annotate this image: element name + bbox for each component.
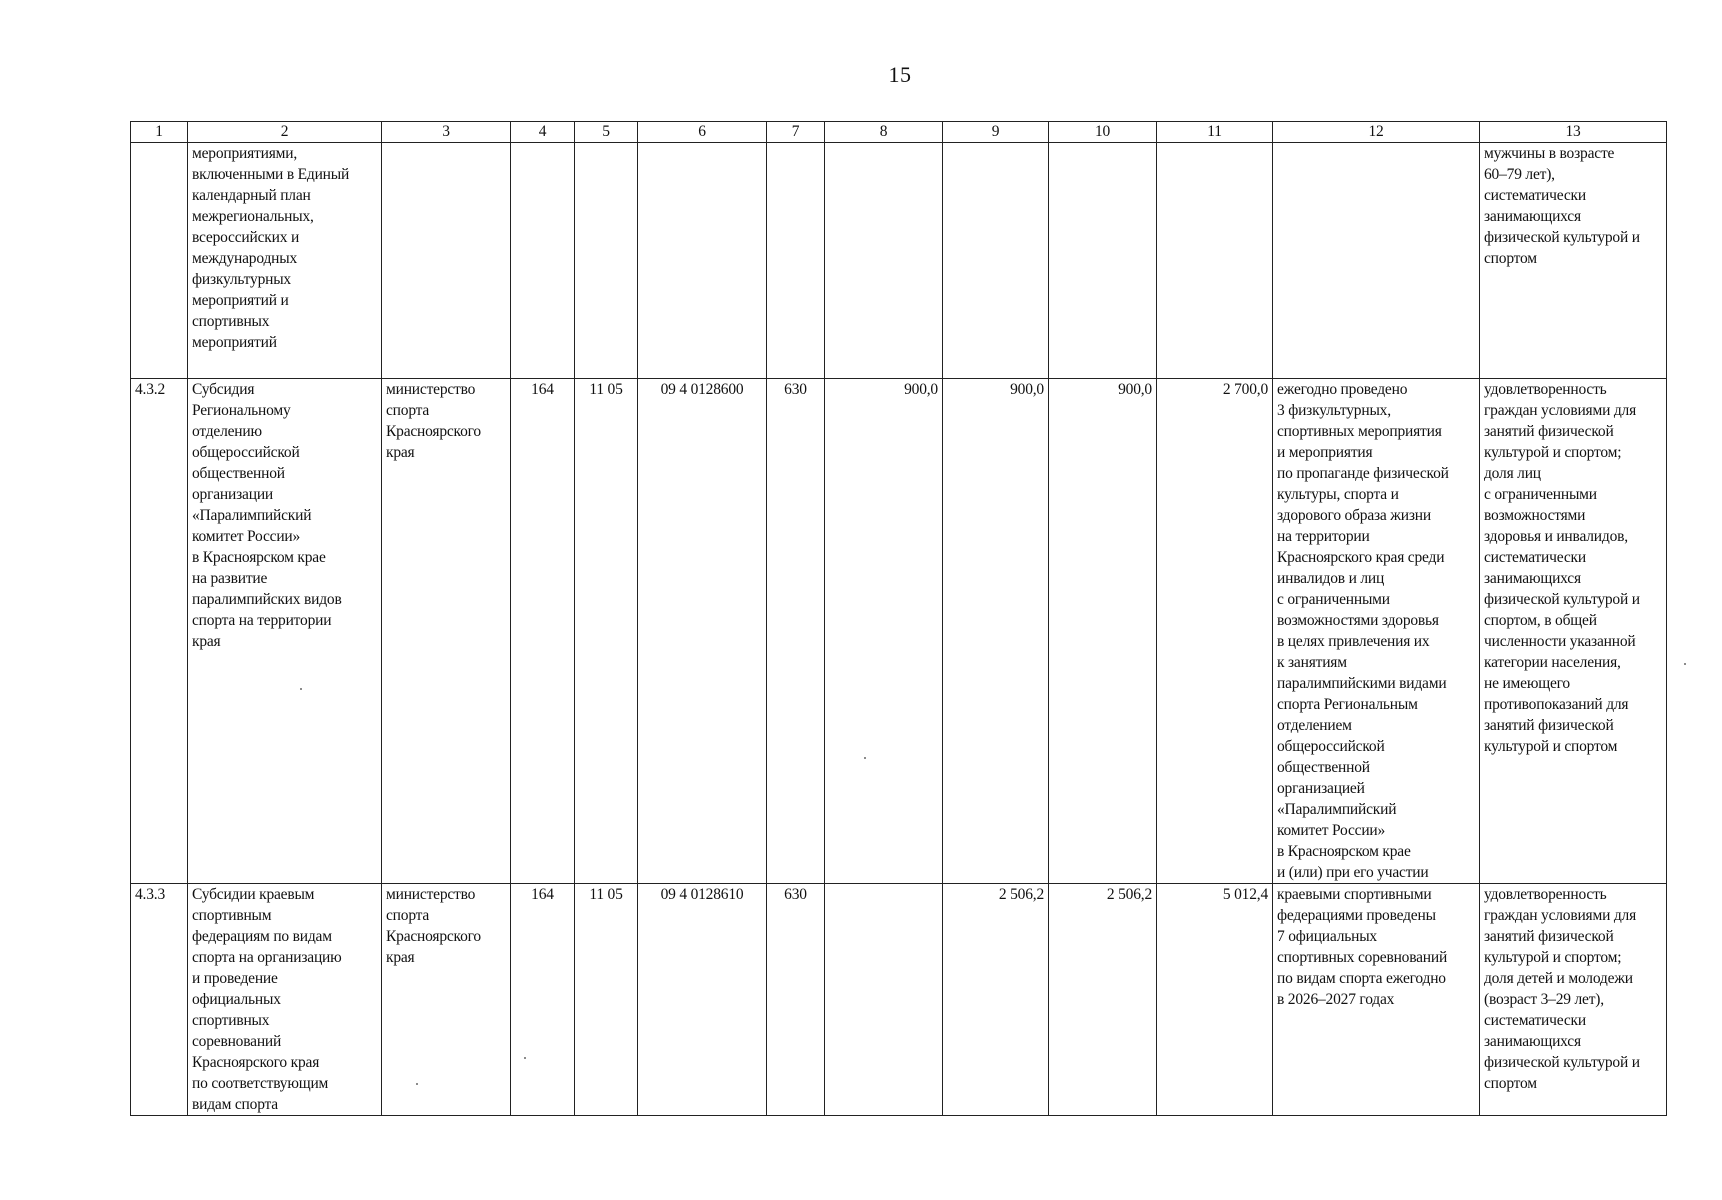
amount-col-10 [1049,143,1157,379]
indicator: мужчины в возрасте 60–79 лет), систематически занимающихся физической культурой и спортом [1480,143,1667,379]
amount-total [1157,143,1273,379]
amount-col-8 [825,143,943,379]
amount-total: 5 012,4 [1157,884,1273,1116]
expected-result: ежегодно проведено 3 физкультурных, спортивных мероприятия и мероприятия по пропаганде физической культуры, спорта и здорового образа жизни на территории Красноярского края среди инвалидов и лиц с ограниченными возможностями здоровья в целях привлечения их к занятиям паралимпийскими видами спорта Региональным отделением общероссийской общественной организацией «Паралимпийский комитет России» в Красноярском крае и (или) при его участии [1273,379,1480,884]
program-table [130,121,1667,1116]
expected-result: краевыми спортивными федерациями проведены 7 официальных спортивных соревнований по видам спорта ежегодно в 2026–2027 годах [1273,884,1480,1116]
amount-col-9: 2 506,2 [943,884,1049,1116]
column-header: 2 [188,122,382,143]
column-header: 6 [638,122,767,143]
column-number-row [131,122,1667,143]
section-code: 11 05 [575,884,638,1116]
indicator: удовлетворенность граждан условиями для занятий физической культурой и спортом; доля лиц с ограниченными возможностями здоровья и инвалидов, систематически занимающихся физической культурой и спортом, в общей численности указанной категории населения, не имеющего противопоказаний для занятий физической культурой и спортом [1480,379,1667,884]
section-code [575,143,638,379]
section-code: 11 05 [575,379,638,884]
scan-speck [1684,663,1686,665]
expected-result [1273,143,1480,379]
scan-speck [416,1083,418,1085]
item-name: Субсидии краевым спортивным федерациям по видам спорта на организацию и проведение официальных спортивных соревнований Красноярского края по соответствующим видам спорта [188,884,382,1116]
table-row [131,143,1667,379]
table-row [131,379,1667,884]
scan-speck [864,757,866,759]
column-header: 11 [1157,122,1273,143]
grbs-code: 164 [511,884,575,1116]
column-header: 12 [1273,122,1480,143]
column-header: 4 [511,122,575,143]
column-header: 7 [767,122,825,143]
column-header: 10 [1049,122,1157,143]
column-header: 3 [382,122,511,143]
page-number: 15 [888,62,912,87]
item-number [131,143,188,379]
column-header: 1 [131,122,188,143]
item-number: 4.3.3 [131,884,188,1116]
amount-col-8 [825,884,943,1116]
target-article-code: 09 4 0128610 [638,884,767,1116]
executor: министерство спорта Красноярского края [382,379,511,884]
expense-type-code [767,143,825,379]
grbs-code [511,143,575,379]
indicator: удовлетворенность граждан условиями для занятий физической культурой и спортом; доля детей и молодежи (возраст 3–29 лет), систематически занимающихся физической культурой и спортом [1480,884,1667,1116]
item-number: 4.3.2 [131,379,188,884]
amount-col-10: 2 506,2 [1049,884,1157,1116]
expense-type-code: 630 [767,884,825,1116]
executor: министерство спорта Красноярского края [382,884,511,1116]
expense-type-code: 630 [767,379,825,884]
target-article-code: 09 4 0128600 [638,379,767,884]
table-row [131,884,1667,1116]
column-header: 9 [943,122,1049,143]
amount-total: 2 700,0 [1157,379,1273,884]
target-article-code [638,143,767,379]
scan-speck [524,1057,526,1059]
amount-col-9: 900,0 [943,379,1049,884]
amount-col-8: 900,0 [825,379,943,884]
amount-col-10: 900,0 [1049,379,1157,884]
column-header: 8 [825,122,943,143]
column-header: 5 [575,122,638,143]
column-header: 13 [1480,122,1667,143]
item-name: мероприятиями, включенными в Единый календарный план межрегиональных, всероссийских и международных физкультурных мероприятий и спортивных мероприятий [188,143,382,379]
executor [382,143,511,379]
scan-speck [300,688,302,690]
amount-col-9 [943,143,1049,379]
item-name: Субсидия Региональному отделению общероссийской общественной организации «Паралимпийский комитет России» в Красноярском крае на развитие паралимпийских видов спорта на территории края [188,379,382,884]
grbs-code: 164 [511,379,575,884]
